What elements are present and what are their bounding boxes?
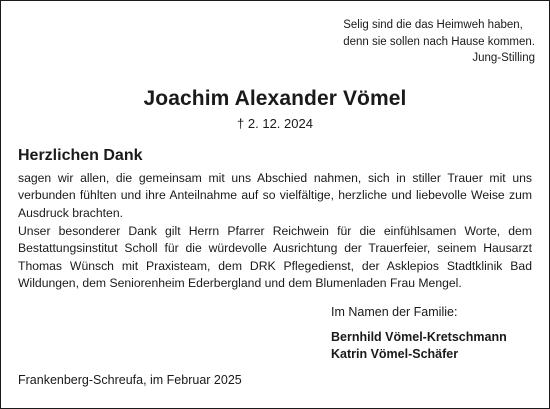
deceased-name: Joachim Alexander Vömel — [143, 87, 407, 110]
quote-author: Jung-Stilling — [472, 52, 535, 64]
quote-line: denn sie sollen nach Hause kommen. — [343, 36, 535, 48]
family-intro: Im Namen der Familie: — [331, 305, 458, 319]
thanks-paragraph: sagen wir allen, die gemeinsam mit uns Abschied nahmen, sich in stiller Trauer mit uns verbunden fühlten und ihre Anteilnahme auf so vielfältige, herzliche und liebevolle Weise zum Ausdruck brachten. — [18, 171, 532, 220]
special-thanks-paragraph: Unser besonderer Dank gilt Herrn Pfarrer Reichwein für die einfühlsamen Worte, dem Bestattungsinstitut Scholl für die würdevolle Ausrichtung der Trauerfeier, seinem Hausarzt Thomas Wünsch mit Praxisteam, dem DRK Pflegedienst, der Asklepios Stadtklinik Bad Wildungen, dem Seniorenheim Ederbergland und dem Blumenladen Frau Mengel. — [18, 224, 532, 291]
quote-line: Selig sind die das Heimweh haben, — [343, 19, 523, 31]
signer-name: Bernhild Vömel-Kretschmann — [331, 330, 507, 344]
place-and-date: Frankenberg-Schreufa, im Februar 2025 — [18, 373, 242, 387]
signer-name: Katrin Vömel-Schäfer — [331, 347, 459, 361]
death-date: † 2. 12. 2024 — [237, 116, 313, 131]
thanks-heading: Herzlichen Dank — [18, 147, 143, 164]
epigraph-quote — [343, 17, 535, 51]
